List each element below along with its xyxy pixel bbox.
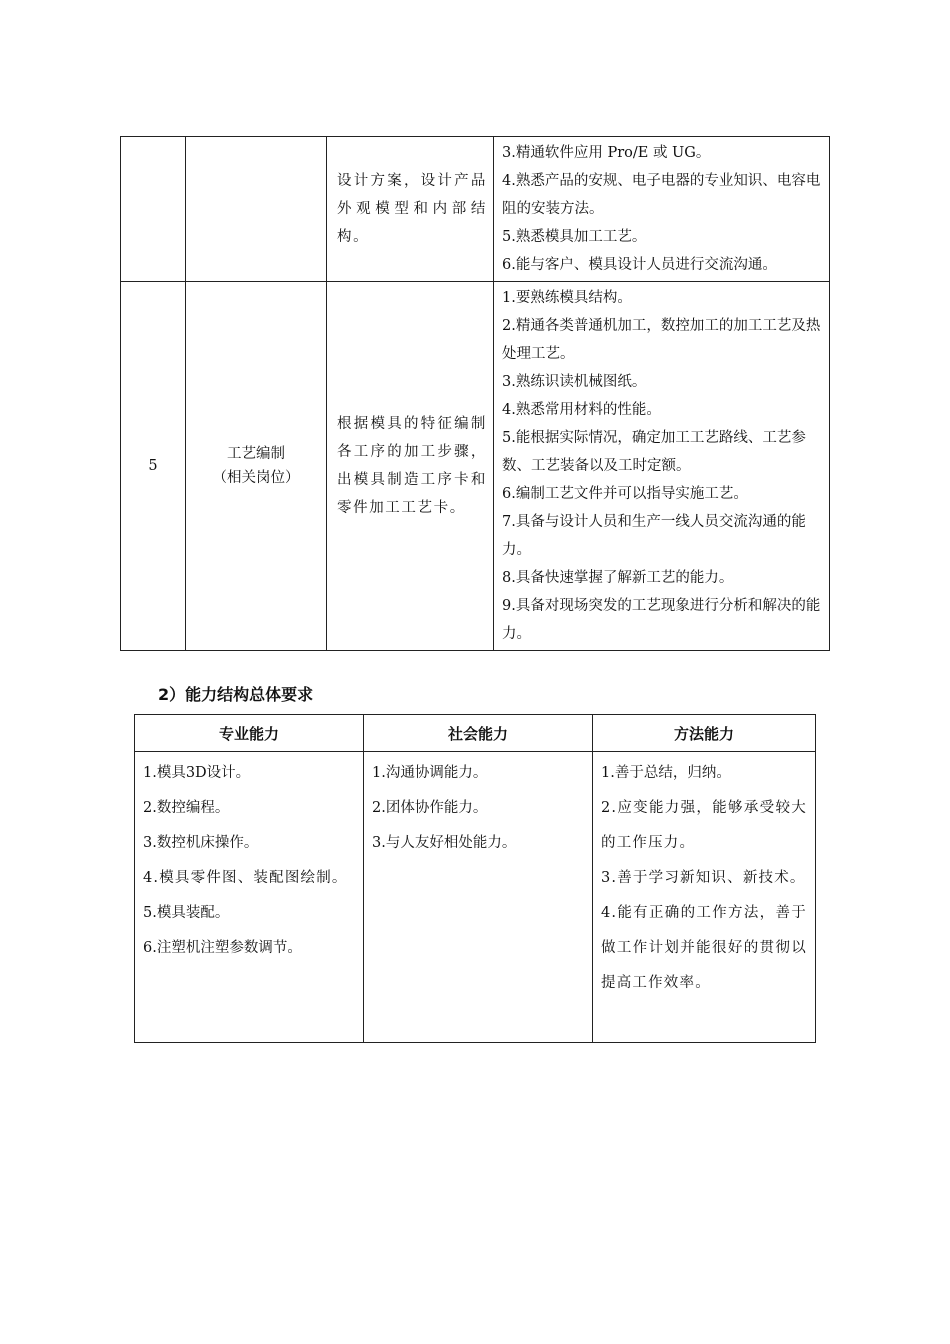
list-item: 8.具备快速掌握了解新工艺的能力。 [502,570,734,586]
list-item: 1.沟通协调能力。 [372,765,488,781]
job-title: 工艺编制 [227,446,285,462]
list-item: 2.数控编程。 [143,800,230,816]
list-item: 2.团体协作能力。 [372,800,488,816]
list-item: 6.注塑机注塑参数调节。 [143,940,302,956]
job-title-cell [186,282,327,651]
list-item: 4.模具零件图、装配图绘制。 [143,870,348,886]
list-item: 3.精通软件应用 Pro/E 或 UG。 [502,145,711,161]
list-item: 6.编制工艺文件并可以指导实施工艺。 [502,486,748,502]
table-row [121,282,830,651]
table-header-row [135,715,816,752]
table-row [135,752,816,1043]
column-header-method: 方法能力 [593,715,816,752]
list-item: 3.熟练识读机械图纸。 [502,374,647,390]
list-item: 9.具备对现场突发的工艺现象进行分析和解决的能力。 [502,598,821,642]
requirements-cell [494,137,830,282]
ability-structure-table [134,714,816,1043]
list-item: 5.熟悉模具加工工艺。 [502,229,647,245]
social-abilities-cell [364,752,593,1043]
job-subtitle: （相关岗位） [212,470,300,486]
table-row [121,137,830,282]
task-cell: 根据模具的特征编制各工序的加工步骤，出模具制造工序卡和零件加工工艺卡。 [327,282,494,651]
requirements-cell [494,282,830,651]
list-item: 5.能根据实际情况，确定加工工艺路线、工艺参数、工艺装备以及工时定额。 [502,430,806,474]
column-header-social: 社会能力 [364,715,593,752]
list-item: 3.与人友好相处能力。 [372,835,517,851]
list-item: 2.精通各类普通机加工，数控加工的加工工艺及热处理工艺。 [502,318,821,362]
section-heading: 2）能力结构总体要求 [158,685,314,704]
job-title-cell [186,137,327,282]
list-item: 4.熟悉产品的安规、电子电器的专业知识、电容电阻的安装方法。 [502,173,821,217]
row-number-cell: 5 [121,282,186,651]
list-item: 4.熟悉常用材料的性能。 [502,402,661,418]
column-header-professional: 专业能力 [135,715,364,752]
list-item: 3.数控机床操作。 [143,835,259,851]
list-item: 1.要熟练模具结构。 [502,290,632,306]
list-item: 2.应变能力强，能够承受较大的工作压力。 [601,800,807,851]
task-cell: 设计方案，设计产品外观模型和内部结构。 [327,137,494,282]
list-item: 4.能有正确的工作方法，善于做工作计划并能很好的贯彻以提高工作效率。 [601,905,807,991]
list-item: 3.善于学习新知识、新技术。 [601,870,806,886]
list-item: 6.能与客户、模具设计人员进行交流沟通。 [502,257,777,273]
list-item: 1.善于总结，归纳。 [601,765,731,781]
row-number-cell [121,137,186,282]
list-item: 1.模具3D设计。 [143,765,251,781]
job-requirements-table [120,136,830,651]
list-item: 5.模具装配。 [143,905,230,921]
method-abilities-cell [593,752,816,1043]
list-item: 7.具备与设计人员和生产一线人员交流沟通的能力。 [502,514,806,558]
professional-abilities-cell [135,752,364,1043]
